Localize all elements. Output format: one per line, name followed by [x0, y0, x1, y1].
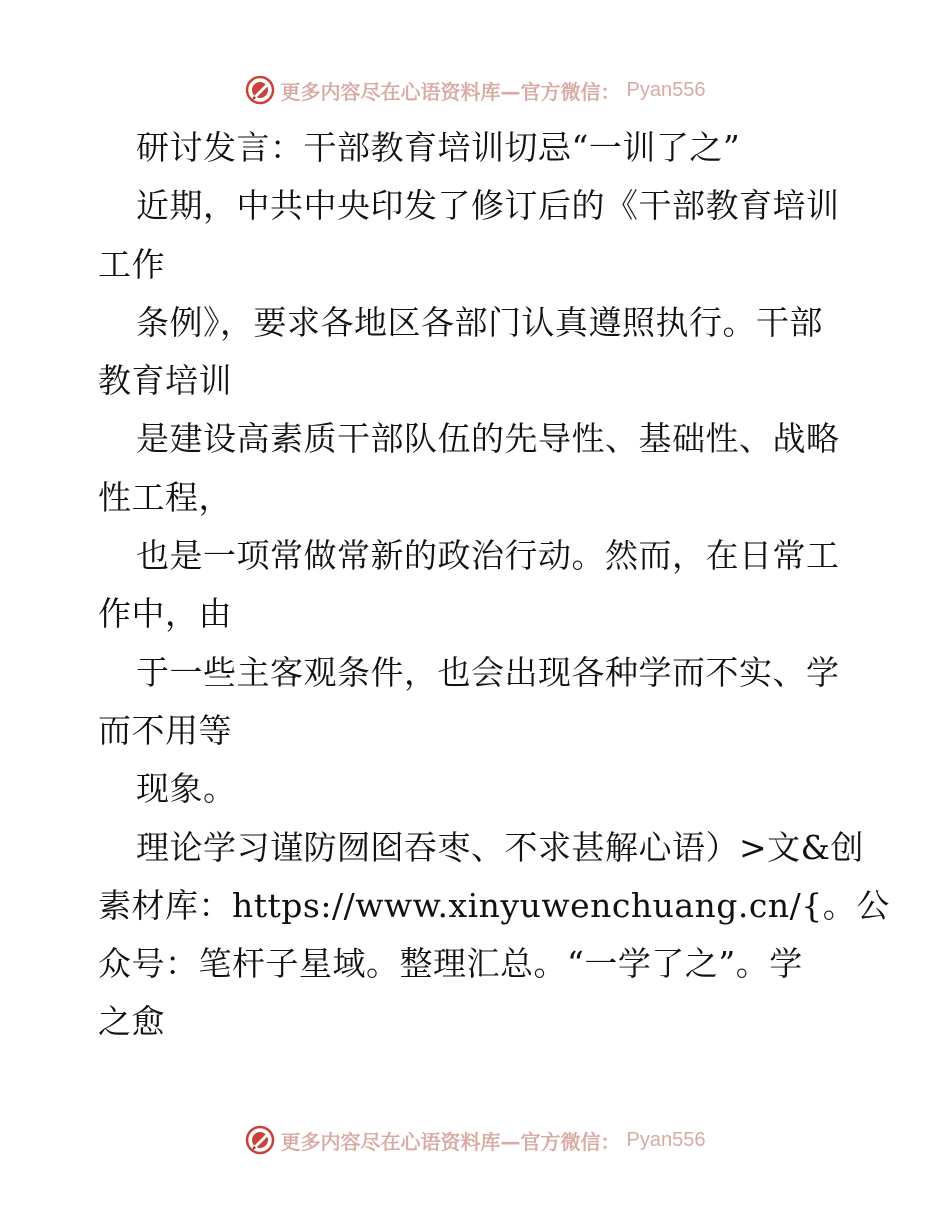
document-body [98, 119, 890, 1052]
watermark-account: Pyan556 [626, 78, 706, 101]
watermark-text: 更多内容尽在心语资料库—官方微信： [280, 79, 621, 104]
text-line: 条例》，要求各地区各部门认真遵照执行。干部 [136, 302, 823, 342]
text-line: 现象。 [136, 769, 237, 809]
pen-logo-icon [245, 75, 275, 105]
text-line: 而不用等 [98, 710, 232, 750]
watermark-text: 更多内容尽在心语资料库—官方微信： [280, 1129, 621, 1154]
text-line: 也是一项常做常新的政治行动。然而，在日常工 [136, 536, 840, 576]
text-line: 作中，由 [98, 594, 232, 634]
document-title: 研讨发言：干部教育培训切忌“一训了之” [136, 128, 741, 167]
text-line: 素材库：https://www.xinyuwenchuang.cn/{。公 [98, 885, 890, 925]
header-watermark [0, 70, 950, 110]
pen-logo-icon [245, 1125, 275, 1155]
watermark-account: Pyan556 [626, 1128, 706, 1151]
text-line: 于一些主客观条件，也会出现各种学而不实、学 [136, 652, 840, 692]
text-line: 工作 [98, 244, 165, 284]
text-line: 近期，中共中央印发了修订后的《干部教育培训 [136, 186, 840, 226]
footer-watermark [0, 1120, 950, 1160]
text-line: 性工程， [98, 477, 232, 517]
text-line: 是建设高素质干部队伍的先导性、基础性、战略 [136, 419, 840, 459]
text-line: 之愈 [98, 1002, 165, 1042]
text-line: 教育培训 [98, 361, 232, 401]
text-line: 理论学习谨防囫囵吞枣、不求甚解心语）>文&创 [136, 827, 865, 867]
text-line: 众号：笔杆子星域。整理汇总。“一学了之”。学 [98, 944, 803, 984]
